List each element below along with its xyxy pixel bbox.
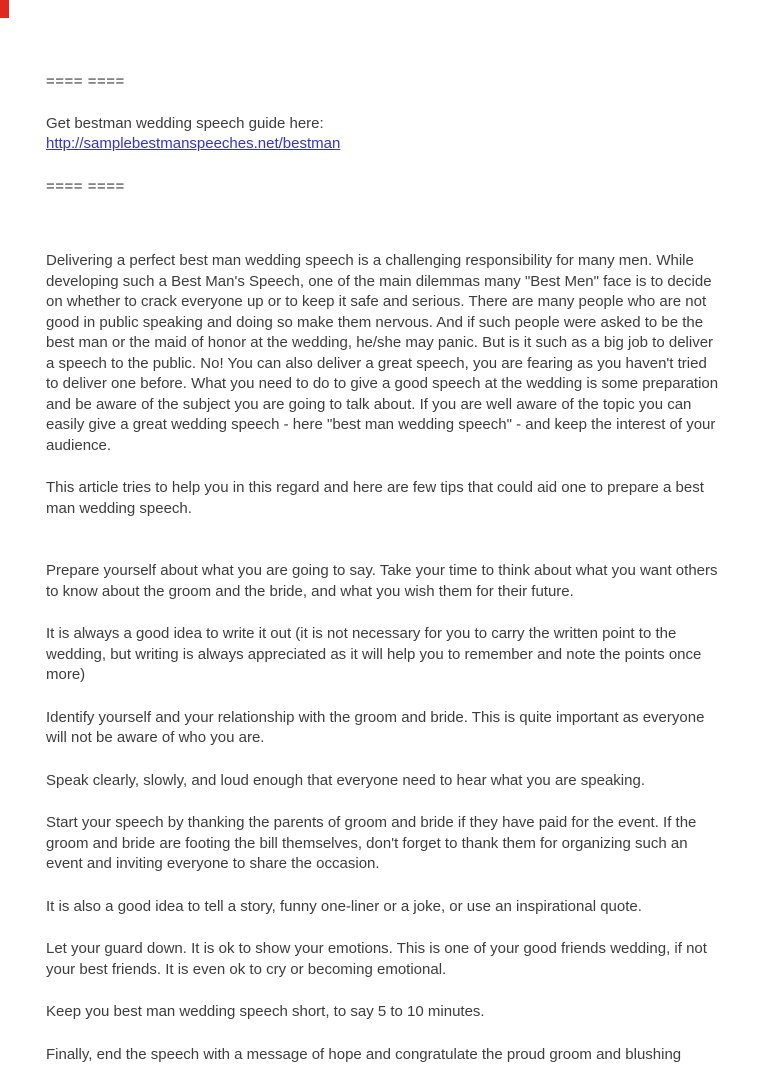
paragraph: Finally, end the speech with a message of hope and congratulate the proud groom and blushing	[46, 1045, 682, 1063]
guide-intro-text: Get bestman wedding speech guide here:	[46, 114, 324, 132]
paragraph: It is always a good idea to write it out (it is not necessary for you to carry the written point to the wedding, but writing is always appreciated as it will help you to remember and note the points once more)	[46, 625, 702, 683]
page-corner-accent	[0, 0, 9, 18]
paragraph: Start your speech by thanking the parents of groom and bride if they have paid for the event. If the groom and bride are footing the bill themselves, don't forget to thank them for organizing such an event and inviting everyone to share the occasion.	[46, 814, 697, 872]
paragraph: Let your guard down. It is ok to show your emotions. This is one of your good friends wedding, if not your best friends. It is even ok to cry or becoming emotional.	[46, 940, 707, 978]
paragraph: Delivering a perfect best man wedding speech is a challenging responsibility for many men. While developing such a Best Man's Speech, one of the main dilemmas many "Best Men" face is to decide on whether to crack everyone up or to keep it safe and serious. There are many people who are not good in public speaking and doing so make them nervous. And if such people were asked to be the best man or the maid of honor at the wedding, he/she may panic. But is it such as a big job to deliver a speech to the public. No! You can also deliver a great speech, you are fearing as you haven't tried to deliver one before. What you need to do to give a good speech at the wedding is some preparation and be aware of the subject you are going to talk about. If you are well aware of the topic you can easily give a great wedding speech - here "best man wedding speech" - and keep the interest of your audience.	[46, 252, 719, 454]
separator-top: ==== ====	[46, 73, 125, 90]
separator-bottom: ==== ====	[46, 177, 125, 195]
paragraph: Identify yourself and your relationship with the groom and bride. This is quite important as everyone will not be aware of who you are.	[46, 708, 705, 746]
paragraph: Speak clearly, slowly, and loud enough that everyone need to hear what you are speaking.	[46, 771, 645, 789]
paragraph: Prepare yourself about what you are going to say. Take your time to think about what you want others to know about the groom and the bride, and what you wish them for their future.	[46, 562, 718, 600]
guide-block	[46, 114, 722, 155]
paragraph: Keep you best man wedding speech short, to say 5 to 10 minutes.	[46, 1003, 485, 1020]
paragraph: This article tries to help you in this regard and here are few tips that could aid one to prepare a best man wedding speech.	[46, 479, 704, 517]
guide-link[interactable]: http://samplebestmanspeeches.net/bestman	[46, 135, 341, 152]
paragraph: It is also a good idea to tell a story, funny one-liner or a joke, or use an inspirational quote.	[46, 897, 642, 915]
